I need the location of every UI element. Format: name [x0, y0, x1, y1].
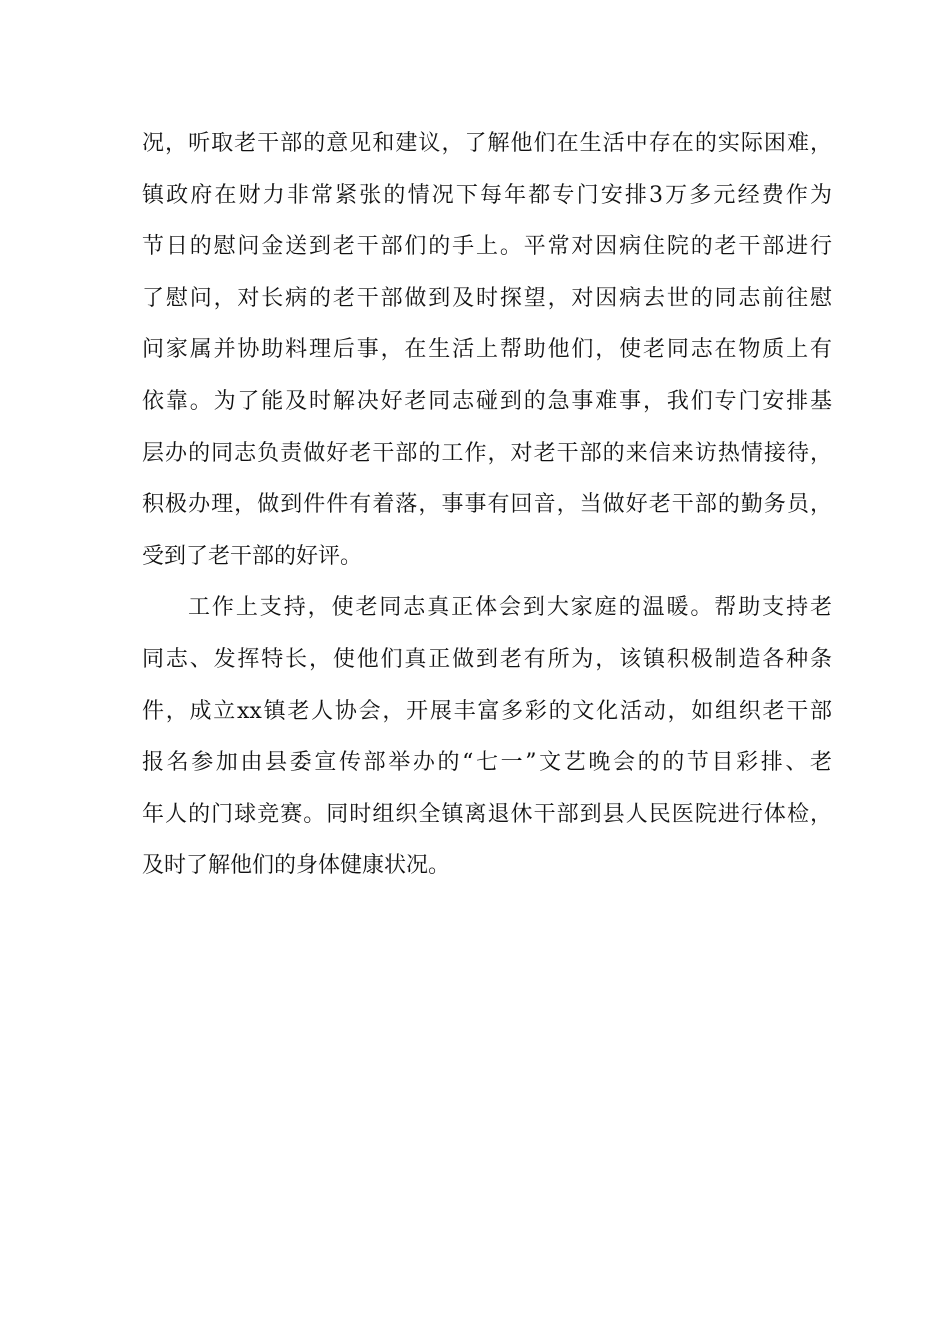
text-line: 况，听取老干部的意见和建议，了解他们在生活中存在的实际困难，: [142, 131, 832, 156]
text-line: 了慰问，对长病的老干部做到及时探望，对因病去世的同志前往慰: [142, 285, 832, 311]
paragraph-2: [142, 591, 832, 901]
text-line: 年人的门球竞赛。同时组织全镇离退休干部到县人民医院进行体检，: [142, 801, 832, 827]
text-line: 节日的慰问金送到老干部们的手上。平常对因病住院的老干部进行: [142, 234, 832, 260]
text-line: 及时了解他们的身体健康状况。: [142, 853, 451, 879]
document-body: [142, 127, 832, 901]
text-line: 积极办理，做到件件有着落，事事有回音，当做好老干部的勤务员，: [142, 492, 832, 518]
paragraph-1: [142, 127, 832, 591]
text-line: 层办的同志负责做好老干部的工作，对老干部的来信来访热情接待，: [142, 440, 832, 466]
text-line: 报名参加由县委宣传部举办的“七一”文艺晚会的的节目彩排、老: [142, 750, 832, 776]
text-line: 受到了老干部的好评。: [142, 543, 363, 569]
text-line: 依靠。为了能及时解决好老同志碰到的急事难事，我们专门安排基: [142, 388, 832, 414]
text-line: 同志、发挥特长，使他们真正做到老有所为，该镇积极制造各种条: [142, 646, 832, 672]
text-line: 问家属并协助料理后事，在生活上帮助他们，使老同志在物质上有: [142, 337, 832, 363]
text-line: 件，成立xx镇老人协会，开展丰富多彩的文化活动，如组织老干部: [142, 698, 832, 724]
text-line: 镇政府在财力非常紧张的情况下每年都专门安排3万多元经费作为: [142, 182, 832, 208]
text-line: 工作上支持，使老同志真正体会到大家庭的温暖。帮助支持老: [188, 595, 832, 621]
